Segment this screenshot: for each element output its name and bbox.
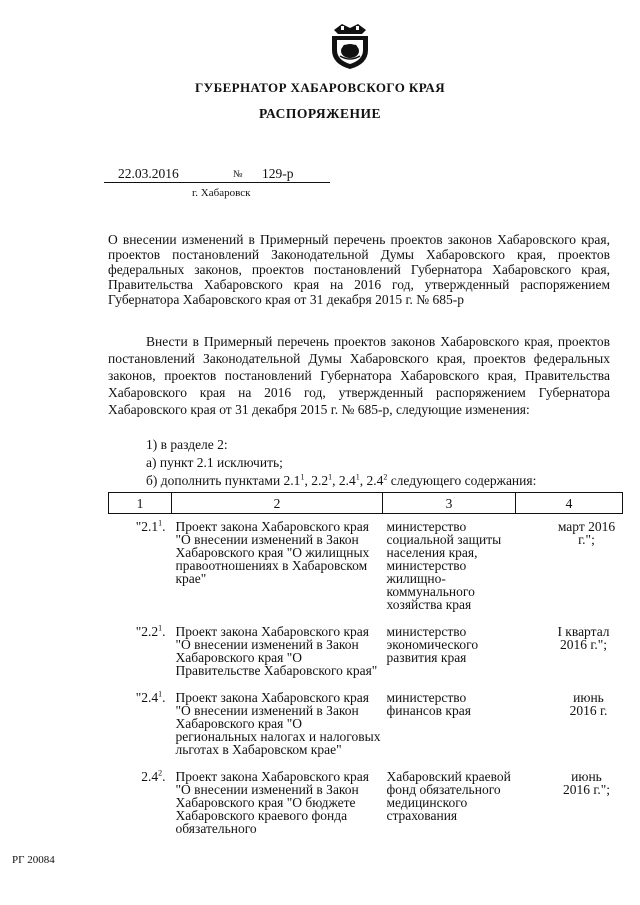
list-item: б) дополнить пунктами $2.1^1$, $2.2^1$, $2.4^1$, $2.4^2$ следующего содержания:	[146, 472, 537, 488]
document-number: 129-р	[262, 166, 294, 181]
deadline: июнь 2016 г.	[569, 690, 608, 718]
table-header-row	[109, 493, 623, 514]
issuer-title: ГУБЕРНАТОР ХАБАРОВСКОГО КРАЯ	[194, 80, 445, 95]
table-row	[109, 514, 623, 618]
change-list	[146, 436, 536, 490]
project-name: Проект закона Хабаровского края "О внесении изменений в Закон Хабаровского края "О региональных налогах и налоговых льготах в Хабаровском крае"	[175, 690, 381, 757]
column-header: 3	[383, 493, 516, 514]
project-name: Проект закона Хабаровского края "О внесении изменений в Закон Хабаровского края "О бюджете Хабаровского краевого фонда обязательного	[175, 769, 369, 836]
table-row	[109, 762, 623, 841]
column-header: 2	[172, 493, 383, 514]
row-number: "$2.2^1$.	[135, 623, 166, 639]
responsible-body: министерство экономического развития края	[386, 624, 479, 665]
list-item: 1) в разделе 2:	[146, 437, 228, 452]
body-text	[108, 333, 610, 418]
deadline: I квартал 2016 г.";	[557, 624, 610, 652]
document-title: О внесении изменений в Примерный перечень проектов законов Хабаровского края, проектов постановлений Законодательной Думы Хабаровского края, проектов федеральных законов, проектов постановлений Губернатора Хабаровского края, Правительства Хабаровского края на 2016 год, утвержденный распоряжением Губернатора Хабаровского края от 31 декабря 2015 г. № 685-р	[108, 232, 610, 307]
coat-of-arms-icon	[328, 20, 372, 70]
project-name: Проект закона Хабаровского края "О внесении изменений в Закон Хабаровского края "О Правительстве Хабаровского края"	[175, 624, 378, 678]
projects-table	[108, 492, 623, 841]
date-number-block	[104, 166, 334, 202]
deadline: июнь 2016 г.";	[562, 769, 611, 797]
row-number: $2.4^2$.	[141, 768, 166, 784]
responsible-body: министерство финансов края	[386, 690, 471, 718]
column-header: 4	[516, 493, 623, 514]
city: г. Хабаровск	[192, 187, 251, 199]
column-header: 1	[109, 493, 172, 514]
deadline: март 2016 г.";	[557, 519, 616, 547]
project-name: Проект закона Хабаровского края "О внесении изменений в Закон Хабаровского края "О жилищных правоотношениях в Хабаровском крае"	[175, 519, 370, 586]
date-underline	[104, 182, 330, 183]
document-date: 22.03.2016	[118, 166, 179, 181]
table-row	[109, 617, 623, 683]
responsible-body: министерство социальной защиты населения края, министерство жилищно-коммунального хозяйства края	[386, 519, 502, 612]
number-sign: №	[233, 169, 243, 180]
body-paragraph: Внести в Примерный перечень проектов законов Хабаровского края, проектов постановлений Законодательной Думы Хабаровского края, проектов федеральных законов, проектов постановлений Губернатора Хабаровского края, Правительства Хабаровского края на 2016 год, утвержденный распоряжением Губернатора Хабаровского края от 31 декабря 2015 г. № 685-р, следующие изменения:	[108, 334, 610, 417]
footer-code: РГ 20084	[12, 854, 55, 866]
responsible-body: Хабаровский краевой фонд обязательного медицинского страхования	[386, 769, 511, 823]
document-type: РАСПОРЯЖЕНИЕ	[258, 106, 382, 121]
table-row	[109, 683, 623, 762]
row-number: "$2.1^1$.	[135, 518, 166, 534]
list-item: а) пункт 2.1 исключить;	[146, 455, 283, 470]
row-number: "$2.4^1$.	[135, 689, 166, 705]
